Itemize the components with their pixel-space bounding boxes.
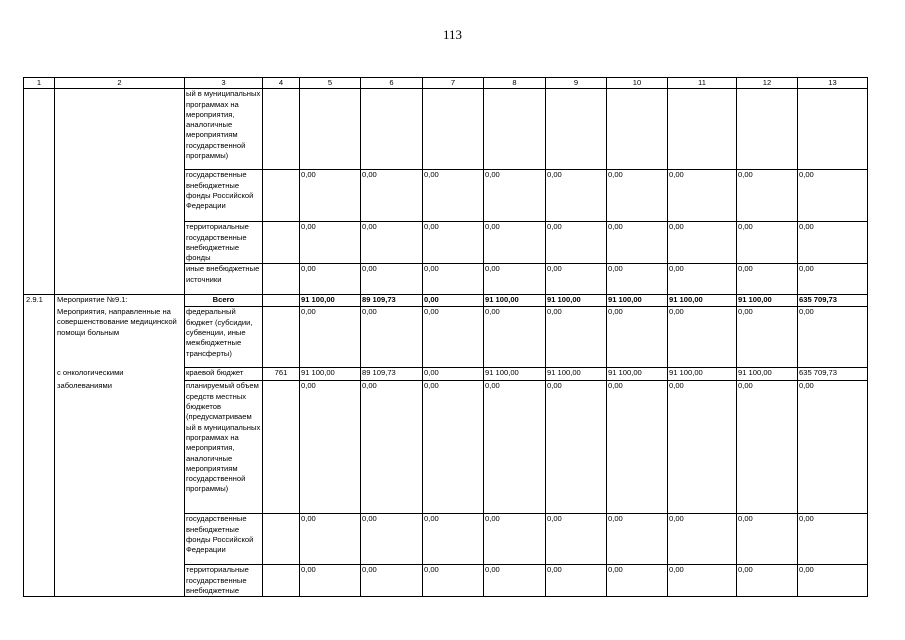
table-cell: [607, 89, 668, 170]
table-cell: 0,00: [361, 307, 423, 368]
table-cell: [55, 89, 185, 170]
table-cell: 0,00: [737, 565, 798, 597]
table-cell: [55, 514, 185, 565]
table-cell: 0,00: [361, 514, 423, 565]
column-header: 11: [668, 78, 737, 89]
table-cell: 0,00: [798, 565, 868, 597]
table-row: [24, 170, 868, 222]
table-row: [24, 514, 868, 565]
table-cell: [55, 565, 185, 597]
table-cell: 0,00: [484, 307, 546, 368]
table-cell: 0,00: [423, 368, 484, 381]
table-cell: [24, 368, 55, 381]
table-cell: [263, 89, 300, 170]
table-cell: 0,00: [668, 514, 737, 565]
table-cell: [24, 222, 55, 264]
column-header: 13: [798, 78, 868, 89]
table-cell: 0,00: [546, 170, 607, 222]
table-cell: 0,00: [737, 264, 798, 295]
table-cell: [798, 89, 868, 170]
table-cell: 0,00: [798, 381, 868, 514]
table-cell: 0,00: [300, 170, 361, 222]
table-cell: [737, 89, 798, 170]
table-cell: 0,00: [300, 307, 361, 368]
table-header-row: [24, 78, 868, 89]
table-cell: [55, 170, 185, 222]
table-cell: 0,00: [798, 222, 868, 264]
table-cell: 635 709,73: [798, 295, 868, 307]
table-cell: 91 100,00: [607, 368, 668, 381]
column-header: 10: [607, 78, 668, 89]
page-number: 113: [442, 27, 463, 42]
table-cell: 0,00: [546, 307, 607, 368]
column-header: 1: [24, 78, 55, 89]
table-cell: [55, 222, 185, 264]
table-cell: государственные внебюджетные фонды Российской Федерации: [185, 514, 263, 565]
table-cell: государственные внебюджетные фонды Российской Федерации: [185, 170, 263, 222]
column-header: 7: [423, 78, 484, 89]
table-cell: 0,00: [607, 565, 668, 597]
table-cell: 0,00: [737, 514, 798, 565]
table-cell: [263, 514, 300, 565]
table-cell: 91 100,00: [484, 295, 546, 307]
table-cell: [24, 264, 55, 295]
table-cell: Мероприятия, направленные на совершенствование медицинской помощи больным: [55, 307, 185, 368]
table-cell: 0,00: [546, 565, 607, 597]
table-row: [24, 368, 868, 381]
table-cell: 0,00: [423, 565, 484, 597]
table-cell: [24, 381, 55, 514]
table-cell: 635 709,73: [798, 368, 868, 381]
table-cell: 91 100,00: [546, 295, 607, 307]
table-cell: 0,00: [607, 307, 668, 368]
table-cell: 0,00: [668, 565, 737, 597]
table-cell: [361, 89, 423, 170]
table-cell: [263, 170, 300, 222]
table-row: [24, 307, 868, 368]
table-cell: 91 100,00: [668, 295, 737, 307]
table-cell: [423, 89, 484, 170]
table-cell: 0,00: [607, 381, 668, 514]
table-cell: 0,00: [423, 514, 484, 565]
table-cell: с онкологическими: [55, 368, 185, 381]
column-header: 4: [263, 78, 300, 89]
column-header: 9: [546, 78, 607, 89]
table-cell: 0,00: [300, 565, 361, 597]
table-cell: 91 100,00: [300, 368, 361, 381]
table-cell: 0,00: [423, 295, 484, 307]
table-row: [24, 381, 868, 514]
column-header: 12: [737, 78, 798, 89]
table-cell: 91 100,00: [300, 295, 361, 307]
table-cell: 91 100,00: [737, 368, 798, 381]
table-row: [24, 264, 868, 295]
table-cell: 0,00: [607, 514, 668, 565]
table-cell: 0,00: [798, 514, 868, 565]
table-cell: 0,00: [361, 381, 423, 514]
table-cell: Мероприятие №9.1:: [55, 295, 185, 307]
table-cell: планируемый объем средств местных бюджетов (предусматриваем ый в муниципальных программах на мероприятия, аналогичные мероприятиям государственной программы): [185, 381, 263, 514]
table-cell: 0,00: [484, 381, 546, 514]
table-cell: 761: [263, 368, 300, 381]
table-cell: 0,00: [423, 222, 484, 264]
table-cell: 2.9.1: [24, 295, 55, 307]
table-cell: территориальные государственные внебюджетные: [185, 565, 263, 597]
table-cell: иные внебюджетные источники: [185, 264, 263, 295]
table-cell: [24, 170, 55, 222]
table-cell: 89 109,73: [361, 368, 423, 381]
table-cell: 0,00: [737, 222, 798, 264]
table-cell: [546, 89, 607, 170]
table-cell: 0,00: [484, 222, 546, 264]
table-cell: [263, 222, 300, 264]
table-row: [24, 89, 868, 170]
table-cell: 0,00: [423, 170, 484, 222]
table-cell: 0,00: [484, 514, 546, 565]
table-cell: 91 100,00: [546, 368, 607, 381]
table-cell: 0,00: [484, 565, 546, 597]
table-cell: [24, 307, 55, 368]
table-cell: [668, 89, 737, 170]
table-cell: [484, 89, 546, 170]
column-header: 3: [185, 78, 263, 89]
table-cell: краевой бюджет: [185, 368, 263, 381]
table-cell: 0,00: [607, 170, 668, 222]
table-row: [24, 222, 868, 264]
table-cell: [263, 565, 300, 597]
table-cell: 0,00: [546, 381, 607, 514]
column-header: 5: [300, 78, 361, 89]
table-cell: [55, 264, 185, 295]
table-cell: 0,00: [668, 222, 737, 264]
table-cell: [300, 89, 361, 170]
column-header: 2: [55, 78, 185, 89]
table-cell: территориальные государственные внебюджетные фонды: [185, 222, 263, 264]
table-cell: [263, 307, 300, 368]
table-cell: 0,00: [300, 381, 361, 514]
table-cell: 0,00: [300, 222, 361, 264]
table-cell: ый в муниципальных программах на мероприятия, аналогичные мероприятиям государственной программы): [185, 89, 263, 170]
table-cell: 0,00: [607, 264, 668, 295]
table-cell: 0,00: [737, 381, 798, 514]
table-cell: 0,00: [361, 264, 423, 295]
table-cell: [263, 264, 300, 295]
table-cell: 0,00: [361, 222, 423, 264]
column-header: 6: [361, 78, 423, 89]
table-cell: 0,00: [484, 264, 546, 295]
column-header: 8: [484, 78, 546, 89]
table-cell: 0,00: [546, 514, 607, 565]
table-cell: 0,00: [798, 307, 868, 368]
table-cell: 0,00: [668, 381, 737, 514]
table-cell: [24, 514, 55, 565]
table-cell: 0,00: [798, 264, 868, 295]
table-row: [24, 565, 868, 597]
table-cell: заболеваниями: [55, 381, 185, 514]
table-cell: 0,00: [546, 222, 607, 264]
table-cell: 0,00: [737, 307, 798, 368]
table-cell: 0,00: [423, 381, 484, 514]
table-cell: [263, 295, 300, 307]
table-cell: 0,00: [737, 170, 798, 222]
table-cell: 0,00: [300, 264, 361, 295]
table-cell: 0,00: [484, 170, 546, 222]
budget-table: [23, 77, 868, 597]
table-cell: 0,00: [423, 264, 484, 295]
table-cell: 89 109,73: [361, 295, 423, 307]
table-cell: 0,00: [423, 307, 484, 368]
table-cell: 0,00: [546, 264, 607, 295]
table-cell: 91 100,00: [484, 368, 546, 381]
table-cell: [24, 89, 55, 170]
table-cell: 0,00: [668, 264, 737, 295]
table-cell: 0,00: [668, 170, 737, 222]
table-row: [24, 295, 868, 307]
table-cell: [263, 381, 300, 514]
table-cell: федеральный бюджет (субсидии, субвенции, иные межбюджетные трансферты): [185, 307, 263, 368]
table-cell: 91 100,00: [668, 368, 737, 381]
table-cell: 0,00: [798, 170, 868, 222]
table-cell: 91 100,00: [737, 295, 798, 307]
table-cell: 0,00: [668, 307, 737, 368]
table-cell: 0,00: [300, 514, 361, 565]
table-cell: 0,00: [361, 565, 423, 597]
table-cell: 91 100,00: [607, 295, 668, 307]
table-cell: 0,00: [607, 222, 668, 264]
table-cell: Всего: [185, 295, 263, 307]
table-cell: [24, 565, 55, 597]
table-cell: 0,00: [361, 170, 423, 222]
